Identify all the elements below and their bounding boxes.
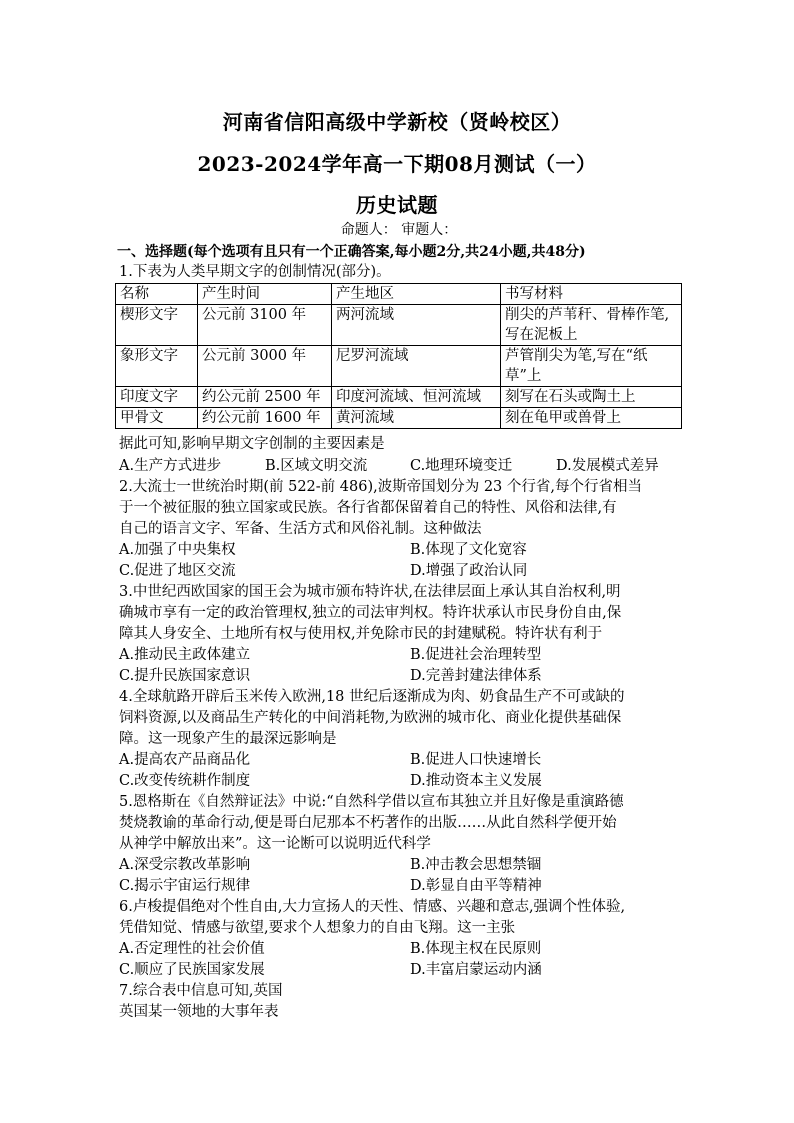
table-cell: 两河流域 bbox=[332, 305, 501, 346]
table-row bbox=[116, 346, 682, 387]
section-heading: 一、选择题(每个选项有且只有一个正确答案,每小题2分,共24小题,共48分) bbox=[117, 244, 586, 260]
table-row bbox=[116, 305, 682, 346]
q2-line: 自己的语言文字、军备、生活方式和风俗礼制。这种做法 bbox=[119, 521, 482, 537]
q1-table bbox=[115, 283, 682, 429]
q3-option-b[interactable]: B.促进社会治理转型 bbox=[410, 647, 542, 663]
table-header-cell: 产生时间 bbox=[198, 284, 332, 305]
q5-option-d[interactable]: D.彰显自由平等精神 bbox=[410, 878, 542, 894]
table-header-row bbox=[116, 284, 682, 305]
q4-option-d[interactable]: D.推动资本主义发展 bbox=[410, 773, 542, 789]
table-cell: 象形文字 bbox=[116, 346, 198, 387]
q7-table-caption: 英国某一领地的大事年表 bbox=[119, 1004, 279, 1020]
q2-line: 于一个被征服的独立国家或民族。各行省都保留着自己的特性、风俗和法律,有 bbox=[119, 500, 617, 516]
table-cell: 削尖的芦苇秆、骨棒作笔,写在泥板上 bbox=[501, 305, 682, 346]
q3-option-c[interactable]: C.提升民族国家意识 bbox=[119, 668, 251, 684]
table-cell: 印度文字 bbox=[116, 387, 198, 408]
table-cell: 公元前 3100 年 bbox=[198, 305, 332, 346]
school-title: 河南省信阳高级中学新校（贤岭校区） bbox=[222, 110, 572, 134]
table-cell: 芦管削尖为笔,写在“纸草”上 bbox=[501, 346, 682, 387]
q5-line: 焚烧教谕的革命行动,便是哥白尼那本不朽著作的出版……从此自然科学便开始 bbox=[119, 815, 617, 831]
q2-line: 2.大流士一世统治时期(前 522-前 486),波斯帝国划分为 23 个行省,每个行省相当 bbox=[119, 479, 643, 495]
q1-option-a[interactable]: A.生产方式进步 bbox=[119, 458, 222, 474]
q2-option-a[interactable]: A.加强了中央集权 bbox=[119, 542, 236, 558]
table-header-cell: 名称 bbox=[116, 284, 198, 305]
q3-option-d[interactable]: D.完善封建法律体系 bbox=[410, 668, 542, 684]
q2-option-b[interactable]: B.体现了文化宽容 bbox=[410, 542, 527, 558]
q1-option-c[interactable]: C.地理环境变迁 bbox=[410, 458, 513, 474]
table-row bbox=[116, 387, 682, 408]
q5-option-c[interactable]: C.揭示宇宙运行规律 bbox=[119, 878, 251, 894]
subject-title: 历史试题 bbox=[356, 193, 438, 217]
exam-title: 2023-2024学年高一下期08月测试（一） bbox=[197, 152, 597, 176]
table-row bbox=[116, 408, 682, 429]
table-cell: 刻在龟甲或兽骨上 bbox=[501, 408, 682, 429]
q6-option-c[interactable]: C.顺应了民族国家发展 bbox=[119, 962, 265, 978]
q4-line: 障。这一现象产生的最深远影响是 bbox=[119, 731, 337, 747]
q6-option-a[interactable]: A.否定理性的社会价值 bbox=[119, 941, 265, 957]
q4-line: 4.全球航路开辟后玉米传入欧洲,18 世纪后逐渐成为肉、奶食品生产不可或缺的 bbox=[119, 689, 625, 705]
q3-line: 确城市享有一定的政治管理权,独立的司法审判权。特许状承认市民身份自由,保 bbox=[119, 605, 622, 621]
q5-option-b[interactable]: B.冲击教会思想禁锢 bbox=[410, 857, 542, 873]
q1-option-b[interactable]: B.区域文明交流 bbox=[265, 458, 368, 474]
q4-option-a[interactable]: A.提高农产品商品化 bbox=[119, 752, 251, 768]
q3-line: 障其人身安全、土地所有权与使用权,并免除市民的封建赋税。特许状有利于 bbox=[119, 626, 603, 642]
table-cell: 约公元前 1600 年 bbox=[198, 408, 332, 429]
q1-question: 据此可知,影响早期文字创制的主要因素是 bbox=[119, 436, 385, 452]
q6-line: 6.卢梭提倡绝对个性自由,大力宣扬人的天性、情感、兴趣和意志,强调个性体验, bbox=[119, 899, 626, 915]
q2-option-d[interactable]: D.增强了政治认同 bbox=[410, 563, 528, 579]
table-cell: 印度河流域、恒河流域 bbox=[332, 387, 501, 408]
q3-line: 3.中世纪西欧国家的国王会为城市颁布特许状,在法律层面上承认其自治权利,明 bbox=[119, 584, 621, 600]
q6-option-d[interactable]: D.丰富启蒙运动内涵 bbox=[410, 962, 542, 978]
table-cell: 公元前 3000 年 bbox=[198, 346, 332, 387]
table-header-cell: 书写材料 bbox=[501, 284, 682, 305]
table-cell: 刻写在石头或陶土上 bbox=[501, 387, 682, 408]
q6-line: 凭借知觉、情感与欲望,要求个人想象力的自由飞翔。这一主张 bbox=[119, 920, 516, 936]
q1-stem: 1.下表为人类早期文字的创制情况(部分)。 bbox=[119, 264, 391, 280]
q3-option-a[interactable]: A.推动民主政体建立 bbox=[119, 647, 251, 663]
q2-option-c[interactable]: C.促进了地区交流 bbox=[119, 563, 236, 579]
q4-line: 饲料资源,以及商品生产转化的中间消耗物,为欧洲的城市化、商业化提供基础保 bbox=[119, 710, 622, 726]
authors-line: 命题人： 审题人： bbox=[340, 222, 458, 238]
table-header-cell: 产生地区 bbox=[332, 284, 501, 305]
table-cell: 尼罗河流域 bbox=[332, 346, 501, 387]
q6-option-b[interactable]: B.体现主权在民原则 bbox=[410, 941, 542, 957]
q5-line: 5.恩格斯在《自然辩证法》中说:“自然科学借以宣布其独立并且好像是重演路德 bbox=[119, 794, 624, 810]
q5-option-a[interactable]: A.深受宗教改革影响 bbox=[119, 857, 251, 873]
q4-option-c[interactable]: C.改变传统耕作制度 bbox=[119, 773, 251, 789]
table-cell: 楔形文字 bbox=[116, 305, 198, 346]
q4-option-b[interactable]: B.促进人口快速增长 bbox=[410, 752, 542, 768]
q7-stem: 7.综合表中信息可知,英国 bbox=[119, 983, 283, 999]
table-cell: 约公元前 2500 年 bbox=[198, 387, 332, 408]
q5-line: 从神学中解放出来”。这一论断可以说明近代科学 bbox=[119, 836, 431, 852]
table-cell: 黄河流域 bbox=[332, 408, 501, 429]
q1-option-d[interactable]: D.发展模式差异 bbox=[556, 458, 659, 474]
table-cell: 甲骨文 bbox=[116, 408, 198, 429]
